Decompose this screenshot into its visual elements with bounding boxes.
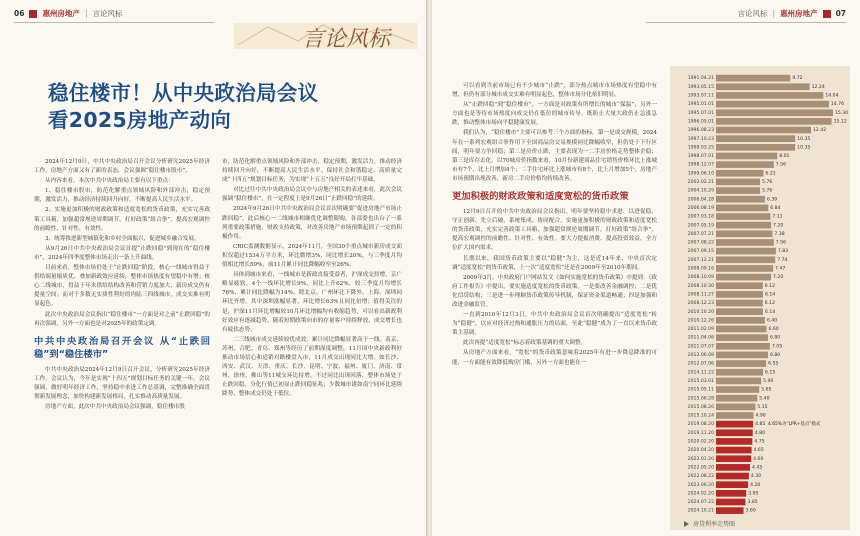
paragraph: 具体到城市来看，一线城市是新政直接受益者，沪深成交持增，京广略显疲软。4个一线环比增长9%，同比上升62%，较三季度月均增长76%，累计同比降幅为14%。除北京，广州环比下降外，上海、深圳同环比齐增，其中深圳涨幅显著，环比增长63%且同比倍增；值得关注的是，沪深11月环比增幅较10月环比增幅均有收缩趋势，可以看出新政利好效应有逐减趋势，随着短期政策向市的存量客户持续释放，成交增长也有疲软态势。 bbox=[222, 272, 402, 333]
paragraph: 1、稳住楼市股市，防范化解重点领域风险和外部冲击，稳定预期，激发活力，推动经济持续回升向好，不断提高人民生活水平。 bbox=[34, 188, 210, 204]
chart-date-label: 1993.05.15 bbox=[687, 84, 714, 90]
chart-value-label: 7.38 bbox=[774, 231, 785, 237]
chart-date-label: 2012.07.06 bbox=[687, 361, 714, 367]
chart-bar bbox=[716, 507, 744, 514]
paragraph: 从“止跌回稳”到“稳住楼市”，一方面是对政策有所增长的城市“保温”，另外一方面也是等待市场热度向成交仍在低位的城市传导，既防止大量大政仍止急涨急跌，推动整体市场向平稳健康发展。 bbox=[452, 102, 657, 127]
chart-bar bbox=[716, 135, 795, 142]
chart-value-label: 7.20 bbox=[773, 223, 784, 229]
chart-value-label: 10.35 bbox=[797, 145, 811, 151]
chart-bar bbox=[716, 101, 829, 108]
chart-bar bbox=[716, 282, 763, 289]
paragraph: 中共中央政治局2024年12月9日召开会议，分析研究2025年经济工作。会议认为，今年是实现“十四五”规划目标任务的关键一年，会议强调，做好明年经济工作，坚持稳中求进工作总基调，完整准确全面贯彻新发展理念，加快构建新发展格局，扎实推动高质量发展。 bbox=[34, 366, 210, 400]
chart-value-label: 8.01 bbox=[779, 154, 790, 160]
chart-value-label: 7.11 bbox=[772, 214, 783, 220]
chart-date-label: 2008.09.16 bbox=[687, 266, 714, 272]
chart-date-label: 2024.02.20 bbox=[687, 491, 714, 497]
chart-value-label: 7.74 bbox=[777, 257, 788, 263]
chart-value-label: 6.12 bbox=[764, 283, 776, 289]
chart-value-label: 10.35 bbox=[797, 136, 811, 142]
left-column-1 bbox=[34, 158, 210, 413]
chart-date-label: 2008.10.30 bbox=[687, 283, 714, 289]
chart-bar bbox=[716, 153, 777, 160]
paragraph: 长期以来，我国货币政策主要以“稳健”为主，这是近14年来，中央首次定调“适度宽松”的货币政策，上一次“适度宽松”还是在2009年至2010年期间。 bbox=[452, 255, 657, 271]
chart-bar bbox=[716, 395, 757, 402]
chart-value-label: 5.90 bbox=[763, 378, 774, 384]
chart-bar bbox=[716, 187, 760, 194]
paragraph: 从9月26日中共中央政治局会议首提“止跌回稳”到现在的“稳住楼市”，2024年四季度整体市场走出一条上升曲线。 bbox=[34, 245, 210, 261]
chart-date-label: 2022.08.22 bbox=[687, 474, 714, 480]
chart-bar bbox=[716, 222, 771, 229]
chart-value-label: 4.90 bbox=[755, 413, 766, 419]
chart-value-label: 6.60 bbox=[768, 327, 779, 333]
brand-square-icon bbox=[29, 10, 37, 18]
chart-date-label: 2023.06.20 bbox=[687, 482, 714, 488]
chart-date-label: 2006.04.28 bbox=[687, 197, 714, 203]
chart-bar bbox=[716, 274, 771, 281]
chart-value-label: 5.65 bbox=[761, 387, 772, 393]
chart-bar bbox=[716, 490, 746, 497]
chart-date-label: 1997.10.23 bbox=[687, 136, 714, 142]
chart-date-label: 2007.03.18 bbox=[687, 214, 714, 220]
chart-value-label: 4.65 bbox=[753, 448, 764, 454]
chart-date-label: 2011.02.09 bbox=[687, 327, 714, 333]
chart-value-label: 6.12 bbox=[764, 301, 776, 307]
title-line-1: 稳住楼市！从中央政治局会议 bbox=[48, 81, 319, 105]
chart-bar bbox=[716, 92, 823, 99]
article-title bbox=[48, 80, 398, 134]
chart-date-label: 2015.06.28 bbox=[687, 396, 714, 402]
chart-date-label: 2011.07.07 bbox=[687, 344, 714, 350]
chart-date-label: 1996.05.01 bbox=[687, 119, 714, 125]
chart-date-label: 1995.07.01 bbox=[687, 110, 714, 116]
left-header bbox=[14, 8, 122, 19]
chart-date-label: 2019.08.20 bbox=[687, 422, 714, 428]
chart-value-label: 12.42 bbox=[812, 128, 827, 134]
chart-bar bbox=[716, 481, 748, 488]
chart-bar bbox=[716, 83, 810, 90]
chart-value-label: 4.60 bbox=[753, 456, 764, 462]
chart-bar bbox=[716, 429, 753, 436]
chart-bar bbox=[716, 334, 768, 341]
chart-value-label: 5.40 bbox=[759, 396, 770, 402]
chart-bar bbox=[716, 256, 775, 263]
chart-bar bbox=[716, 118, 832, 125]
chart-bar bbox=[716, 438, 752, 445]
left-header-brand: 惠州房地产 bbox=[42, 9, 80, 18]
chart-bar bbox=[716, 291, 763, 298]
right-header bbox=[738, 8, 846, 19]
chart-bar bbox=[716, 464, 750, 471]
right-page-number: 07 bbox=[835, 9, 846, 18]
right-header-section: 言论风标 bbox=[737, 9, 768, 18]
chart-value-label: 7.83 bbox=[777, 249, 789, 255]
chart-bar bbox=[716, 421, 753, 428]
paragraph: 3、统筹推进新型城镇化和乡村全面振兴，促进城乡融合发展。 bbox=[45, 235, 200, 242]
chart-value-label: 5.76 bbox=[762, 188, 773, 194]
chart-bar bbox=[716, 326, 766, 333]
chart-value-label: 14.04 bbox=[825, 93, 839, 99]
chart-date-label: 2004.10.29 bbox=[687, 188, 714, 194]
chart-date-label: 1998.03.25 bbox=[687, 145, 714, 151]
chart-bar bbox=[716, 412, 753, 419]
chart-bar bbox=[716, 75, 790, 82]
title-line-2: 看2025房地产动向 bbox=[48, 108, 232, 132]
chart-bar bbox=[716, 499, 745, 506]
chart-value-label: 3.85 bbox=[747, 500, 758, 506]
right-header-brand: 惠州房地产 bbox=[780, 9, 818, 18]
chart-date-label: 1999.06.10 bbox=[687, 171, 714, 177]
paragraph: 2024年9月26日中共中央政治局会议首次明确要“促进房地产市场止跌回稳”，此后核心一二线城市相继优化调整限购，各部委也出台了一系列重要政策措施，财政支持政策，对改善房地产市场预期起到了一定的积极作用。 bbox=[222, 206, 402, 240]
chart-bar bbox=[716, 109, 833, 116]
paragraph: 2、实施更加积极的财政政策和适度宽松的货币政策，充实完善政策工具箱，加强超常规逆周期调节，打好政策“组合拳”，提高宏观调控的前瞻性、针对性、有效性。 bbox=[34, 207, 210, 232]
chart-value-label: 4.75 bbox=[754, 439, 765, 445]
chart-date-label: 1995.01.01 bbox=[687, 102, 714, 108]
chart-date-label: 2014.11.22 bbox=[687, 370, 714, 376]
chart-date-label: 1998.07.01 bbox=[687, 154, 714, 160]
chart-bar bbox=[716, 300, 763, 307]
chart-value-label: 4.85 bbox=[755, 422, 766, 428]
chart-caption-text: 房贷利率走势图 bbox=[693, 521, 736, 528]
chart-value-label: 5.15 bbox=[757, 404, 768, 410]
paragraph: 从房地产方面来看，“宽松”的货币政策意味着2025年有进一步降息降准的可能，一方面能有效降低购房门槛，另外一方面也能在一 bbox=[452, 350, 657, 366]
chart-date-label: 2002.02.21 bbox=[687, 180, 714, 185]
chart-date-label: 2007.12.21 bbox=[687, 257, 714, 263]
chart-date-label: 1991.04.21 bbox=[687, 76, 714, 82]
chart-date-label: 2015.03.01 bbox=[687, 378, 714, 384]
chart-value-label: 6.15 bbox=[765, 370, 776, 376]
chart-value-label: 6.55 bbox=[768, 361, 779, 367]
chart-bar bbox=[716, 179, 760, 186]
chart-bar bbox=[716, 343, 770, 350]
chart-bar bbox=[716, 378, 761, 385]
chart-bar bbox=[716, 205, 768, 212]
chart-value-label: 7.56 bbox=[775, 240, 787, 246]
chart-date-label: 2015.10.24 bbox=[687, 413, 714, 419]
paragraph: 房地产方面，此次中共中央政治局会议强调，稳住楼市股 bbox=[45, 404, 185, 411]
chart-bar bbox=[716, 196, 765, 203]
left-page bbox=[0, 0, 428, 536]
chart-value-label: 12.24 bbox=[811, 84, 825, 90]
chart-date-label: 2019.11.20 bbox=[687, 430, 714, 436]
chart-value-label: 6.84 bbox=[770, 205, 781, 211]
chart-date-label: 2020.02.20 bbox=[687, 439, 714, 445]
right-subheading: 更加积极的财政政策和适度宽松的货币政策 bbox=[452, 191, 629, 203]
chart-bar bbox=[716, 144, 795, 151]
chart-date-label: 2020.04.20 bbox=[687, 448, 714, 454]
left-header-rule bbox=[14, 22, 214, 23]
chart-value-label: 6.80 bbox=[770, 353, 781, 358]
paragraph: 此次再提“适度宽松”标志着政策基调的重大调整。 bbox=[463, 340, 587, 347]
paragraph: 12月9日召开的中共中央政治局会议指出，明年要坚持稳中求进、以进促稳，守正创新、先立后破，系统集成、协同配合，实施更加积极的财政政策和适度宽松的货币政策，充实完善政策工具箱，加强超常规逆周期调节，打好政策“组合拳”，提高宏观调控的前瞻性、针对性、有效性。要大力提振消费、提高投资效益，全方位扩大国内需求。 bbox=[452, 209, 657, 252]
chart-date-label: 1993.07.11 bbox=[687, 93, 714, 99]
chart-date-label: 2012.06.08 bbox=[687, 353, 714, 358]
chart-bar bbox=[716, 308, 763, 315]
chart-date-label: 2015.08.26 bbox=[687, 404, 714, 410]
chart-value-label: 5.76 bbox=[762, 180, 773, 185]
chart-date-label: 2007.05.19 bbox=[687, 223, 714, 229]
chart-bar bbox=[716, 404, 755, 411]
chart-date-label: 2010.12.26 bbox=[687, 318, 714, 324]
chart-date-label: 2007.07.21 bbox=[687, 231, 714, 237]
left-page-number: 06 bbox=[14, 9, 25, 18]
chart-date-label: 2006.08.19 bbox=[687, 205, 714, 211]
chart-value-label: 15.30 bbox=[835, 110, 849, 116]
chart-date-label: 2010.10.20 bbox=[687, 309, 714, 315]
paragraph: 可以看到当前市场已有不少城市“止跌”，部分热点城市市场热度有望稳中有增，但仍有部分城市成交实难有明显起色，整体市场分化依旧明显。 bbox=[452, 83, 657, 99]
paragraph: 我们认为，“稳住楼市”主要可以参考三个方面的指标。第一是成交规模，2024年在一系列宏观组合拳作用下全国商品房交易规模同比降幅收窄，但仍处于下行区间，明年要力争回稳；第二是房价止跌，主要表现为一二手房价格走势整体企稳；第三是库存去化，以70城房价指数来看，10月份新建商品住宅销售价格环比上涨城市有7个，比上月增加4个；二手住宅环比上涨城市有8个，比上月增加5个。房地产市场预期出现改善，新房二手房价格均持续改善。 bbox=[452, 130, 657, 182]
chart-date-label: 2024.10.21 bbox=[687, 508, 714, 514]
right-column bbox=[452, 82, 657, 369]
chart-value-label: 3.95 bbox=[748, 491, 759, 497]
chart-date-label: 2024.07.22 bbox=[687, 500, 714, 506]
chart-bar bbox=[716, 455, 751, 462]
chart-value-label: 7.20 bbox=[773, 275, 784, 281]
decor-title-text: 言论风标 bbox=[301, 27, 391, 52]
chart-bar bbox=[716, 248, 776, 255]
chart-value-label: 6.80 bbox=[770, 335, 781, 341]
chart-value-label: 7.05 bbox=[771, 344, 783, 350]
paragraph: 从内容来看，本次中共中央政治局主要有以下重点： bbox=[45, 178, 174, 185]
chart-value-label: 9.72 bbox=[792, 76, 803, 82]
chart-date-label: 1996.08.23 bbox=[687, 128, 714, 134]
paragraph: CRIC监测数据显示，2024年11月，全国30个重点城市新房成交面积仅超过1534万平方米，环比微增3%，同比增长20%，与三季度月均值相比增长59%，前11月累计同比降幅收窄至26%。 bbox=[222, 243, 402, 269]
chart-date-label: 1998.12.07 bbox=[687, 162, 714, 168]
chart-value-label: 14.76 bbox=[830, 102, 845, 108]
right-page bbox=[432, 0, 860, 536]
chart-legend-note: 4.65%为“LPR+基点”模式 bbox=[768, 422, 821, 428]
chart-date-label: 2022.01.20 bbox=[687, 456, 714, 462]
chart-date-label: 2011.04.06 bbox=[687, 335, 714, 341]
brand-square-icon bbox=[823, 10, 831, 18]
paragraph: 目前来看，整体市场仍处于“止跌回稳”阶段，核心一线城市得益于供给端量缩质优、叠加新政效应延续，整体市场热度有望稳中有增；核心二线城市，得益于年末供给结构改善和营销力度加大，新房成交仍有提量空间；而对于多数无实质性利好的内陆三四线城市，成交实难有明显起色。 bbox=[34, 265, 210, 308]
chart-value-label: 4.30 bbox=[750, 474, 762, 480]
chart-bar bbox=[716, 360, 766, 367]
chart-date-label: 2008.11.27 bbox=[687, 292, 714, 298]
paragraph: 二三线城市成交延续较优成效，累计同比降幅显著高于一线。南京、苏州、合肥、青岛、郑州等经历了前期深度调整，11月国中央新政利好推动市场信心和适销对路楼盘入市，11月成交出现同比大增。如长沙、西安、武汉、天津、重庆、长沙、昆明、宁波、福州、厦门、济南、常州、徐州、佛山等11城交环比持增，不过同比出现回落，整体市场处于止跌回稳，分化行情已初显止跌回稳征兆；少数城市诸如南宁同环比延续降势，整体成交仍处于低位。 bbox=[222, 336, 402, 398]
chart-date-label: 2007.08.22 bbox=[687, 240, 714, 246]
chart-bar bbox=[716, 473, 749, 480]
caption-triangle-icon bbox=[684, 521, 689, 527]
chart-value-label: 6.40 bbox=[766, 318, 778, 324]
chart-bar bbox=[716, 447, 752, 454]
header-divider: | bbox=[772, 9, 776, 18]
paragraph: 此次中央政治局会议指出“稳住楼市”一方面是对之前“止跌回稳”的再次强调，另外一方面也是对2025年的政策定调。 bbox=[34, 311, 210, 327]
chart-value-label: 6.14 bbox=[764, 309, 776, 315]
chart-bar bbox=[716, 127, 811, 134]
paragraph: 2009年3月，中央政府门户网站发文《如何实施宽松的货币政策》中提到：《政府工作报告》中提出，要实施适度宽松的货币政策。一是要改善金融调控；二是优化信贷结构；三是进一步理顺货币政策传导机制，保证资金渠道畅通；四是加强和改进金融监管。 bbox=[452, 274, 657, 308]
chart-date-label: 2022.05.20 bbox=[687, 465, 714, 471]
chart-value-label: 4.20 bbox=[750, 482, 761, 488]
left-column-2 bbox=[222, 158, 402, 400]
chart-bar bbox=[716, 369, 763, 376]
left-header-section: 言论风标 bbox=[92, 9, 123, 18]
header-divider: | bbox=[84, 9, 88, 18]
chart-value-label: 15.12 bbox=[833, 119, 847, 125]
chart-bar bbox=[716, 265, 773, 272]
right-header-rule bbox=[646, 22, 846, 23]
chart-bar bbox=[716, 231, 772, 238]
chart-value-label: 4.45 bbox=[752, 465, 763, 471]
chart-value-label: 6.39 bbox=[766, 197, 778, 203]
chart-caption bbox=[684, 519, 735, 528]
chart-value-label: 6.14 bbox=[764, 292, 776, 298]
chart-value-label: 3.60 bbox=[745, 508, 756, 514]
chart-value-label: 4.80 bbox=[754, 430, 765, 436]
decor-title-art bbox=[228, 15, 418, 53]
chart-bar bbox=[716, 170, 763, 177]
chart-bar bbox=[716, 239, 774, 246]
chart-bar bbox=[716, 386, 759, 393]
chart-bar bbox=[716, 352, 768, 359]
chart-value-label: 6.21 bbox=[765, 171, 776, 177]
left-subheading: 中共中央政治局召开会议 从“止跌回稳”到“稳住楼市” bbox=[34, 335, 210, 360]
paragraph: 市，防范化解重点领域风险和外部冲击，稳定预期，激发活力，推动经济持续回升向好，不断提高人民生活水平。保持社会和谐稳定，高质量完成“十四五”规划目标任务，为实现“十五五”良好开局打牢基础。 bbox=[222, 159, 402, 184]
mortgage-rate-chart bbox=[670, 66, 850, 518]
chart-date-label: 2015.05.11 bbox=[687, 387, 714, 393]
chart-date-label: 2008.10.09 bbox=[687, 275, 714, 281]
chart-bar bbox=[716, 161, 774, 168]
paragraph: 一直到2010年12月3日，中共中央政治局会议首次明确提出“适度宽松”转为“稳健”，以应对经济过热和通胀压力的局面，至此“稳健”成为了一直以来货币政策主基调。 bbox=[452, 312, 657, 337]
mortgage-rate-chart-panel bbox=[670, 66, 850, 530]
chart-bar bbox=[716, 213, 770, 220]
paragraph: 2024年12月9日，中共中央政治局召开会议分析研究2025年经济工作。房地产方面又有了新的表态，会议强调“稳住楼市股市”。 bbox=[34, 159, 210, 175]
chart-bar bbox=[716, 317, 765, 324]
paragraph: 对比过往中共中央政治局会议中与房地产相关的表述来看，此次会议强调“稳住楼市”，在一定程度上是9月26日“止跌回稳”的延续。 bbox=[222, 187, 402, 203]
chart-date-label: 2007.09.15 bbox=[687, 249, 714, 255]
chart-value-label: 7.56 bbox=[775, 162, 787, 168]
chart-value-label: 7.47 bbox=[775, 266, 786, 272]
chart-date-label: 2008.12.23 bbox=[687, 301, 714, 307]
